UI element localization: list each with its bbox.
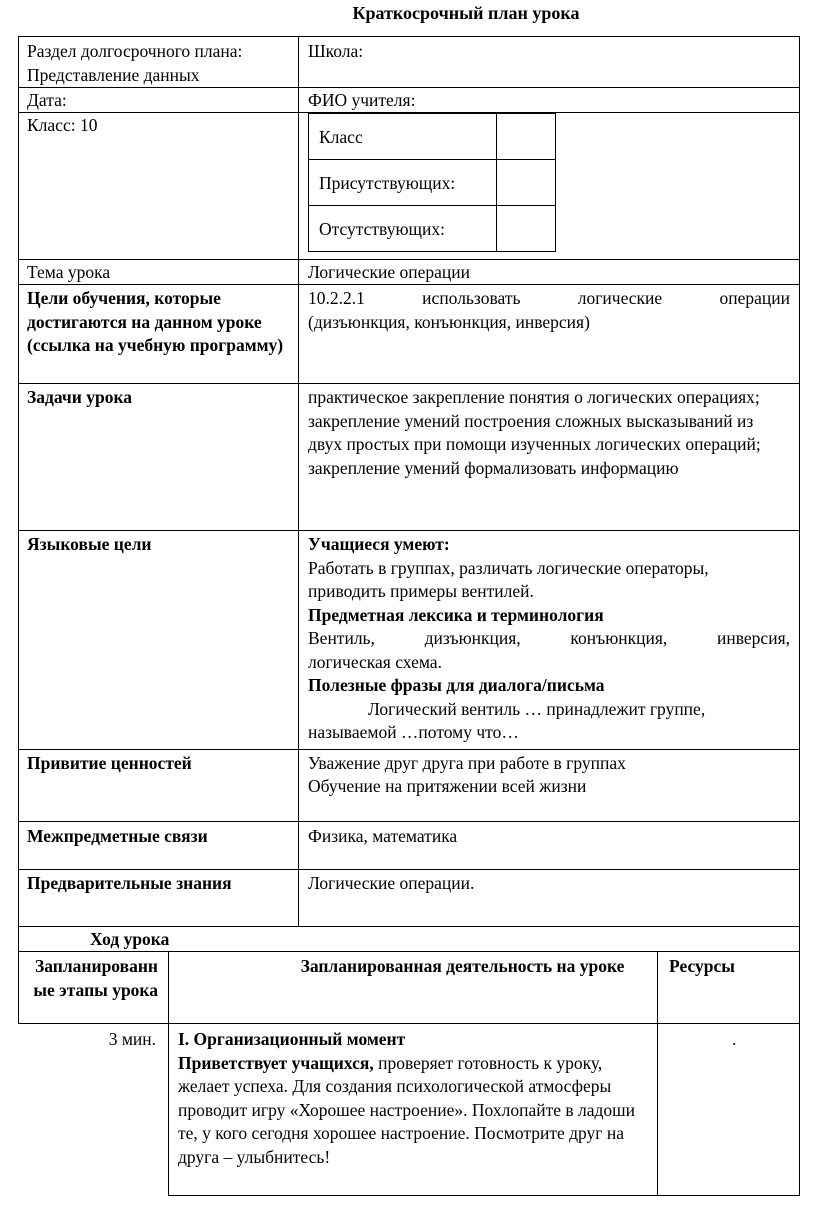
lang-label: Языковые цели xyxy=(27,534,152,554)
row-separator xyxy=(18,259,800,260)
row-separator xyxy=(18,530,800,531)
teacher-label: ФИО учителя: xyxy=(308,90,416,110)
values-line2: Обучение на притяжении всей жизни xyxy=(308,776,587,796)
attendance-table xyxy=(308,113,556,252)
lesson-col-divider xyxy=(168,951,169,1196)
lang-vocab-line2: логическая схема. xyxy=(308,651,442,672)
values-line1: Уважение друг друга при работе в группах xyxy=(308,753,626,773)
links-label: Межпредметные связи xyxy=(27,826,208,846)
values-label: Привитие ценностей xyxy=(27,753,192,773)
tasks-value: практическое закрепление понятия о логических операциях; закрепление умений построения сложных высказываний из двух простых при помощи изученных логических операций; закрепление умений формализовать информацию xyxy=(308,387,761,478)
attendance-absent: Отсутствующих: xyxy=(319,219,446,239)
goals-label: Цели обучения, которые достигаются на данном уроке (ссылка на учебную программу) xyxy=(27,288,284,355)
col-stages: Запланированные этапы урока xyxy=(33,956,158,1000)
row-separator xyxy=(18,383,800,384)
topic-value: Логические операции xyxy=(308,262,471,282)
row-separator xyxy=(18,926,800,927)
attendance-row-separator xyxy=(309,205,555,206)
lesson-row-separator xyxy=(168,1195,800,1196)
attendance-col-divider xyxy=(496,114,497,251)
class-label: Класс: 10 xyxy=(27,115,98,135)
lang-vocab-head: Предметная лексика и терминология xyxy=(308,604,604,625)
lesson-col-divider xyxy=(799,1023,800,1196)
row1-text: проверяет готовность к уроку, желает успеха. Для создания психологической атмосферы проводит игру «Хорошее настроение». Похлопайте в ладоши те, у кого сегодня хорошее настроение. Посмотрите друг на друга – улыбнитесь! xyxy=(178,1052,635,1167)
prior-label: Предварительные знания xyxy=(27,873,232,893)
attendance-present: Присутствующих: xyxy=(319,173,456,193)
attendance-row-separator xyxy=(309,159,555,160)
row-separator xyxy=(18,749,800,750)
goals-value-line2: (дизъюнкция, конъюнкция, инверсия) xyxy=(308,312,590,332)
lesson-col-divider xyxy=(657,951,658,1196)
section-label: Раздел долгосрочного плана: xyxy=(27,41,243,61)
lang-phrases-head: Полезные фразы для диалога/письма xyxy=(308,675,605,695)
attendance-class: Класс xyxy=(319,127,363,147)
lang-content xyxy=(308,533,790,745)
lesson-heading: Ход урока xyxy=(90,929,170,949)
lang-students-head: Учащиеся умеют: xyxy=(308,534,450,554)
row-separator xyxy=(18,821,800,822)
lang-vocab-line1: Вентиль, дизъюнкция, конъюнкция, инверсия, xyxy=(308,628,790,648)
row1-time: 3 мин. xyxy=(108,1029,156,1049)
row-separator xyxy=(18,87,800,88)
table-divider xyxy=(298,36,299,927)
row1-resource: . xyxy=(732,1029,737,1049)
section-cell xyxy=(27,40,293,87)
topic-label: Тема урока xyxy=(27,262,111,282)
col-resources: Ресурсы xyxy=(669,956,735,976)
row1-bold-start: Приветствует учащихся, xyxy=(178,1052,374,1073)
lang-students-text: Работать в группах, различать логические операторы, приводить примеры вентилей. xyxy=(308,557,709,601)
row1-title: I. Организационный момент xyxy=(178,1029,406,1049)
row1-activity xyxy=(178,1028,650,1169)
date-label: Дата: xyxy=(27,90,67,110)
section-value: Представление данных xyxy=(27,64,200,85)
goals-value-line1: 10.2.2.1 использовать логические операции xyxy=(308,288,790,308)
page-title: Краткосрочный план урока xyxy=(352,3,580,23)
links-value: Физика, математика xyxy=(308,826,458,846)
col-activity: Запланированная деятельность на уроке xyxy=(300,956,625,976)
school-label: Школа: xyxy=(308,41,364,61)
tasks-label: Задачи урока xyxy=(27,387,133,407)
lang-phrases-text: Логический вентиль … принадлежит группе, называемой …потому что… xyxy=(308,698,706,742)
row1-body xyxy=(178,1052,650,1170)
prior-value: Логические операции. xyxy=(308,873,475,893)
row-separator xyxy=(18,869,800,870)
